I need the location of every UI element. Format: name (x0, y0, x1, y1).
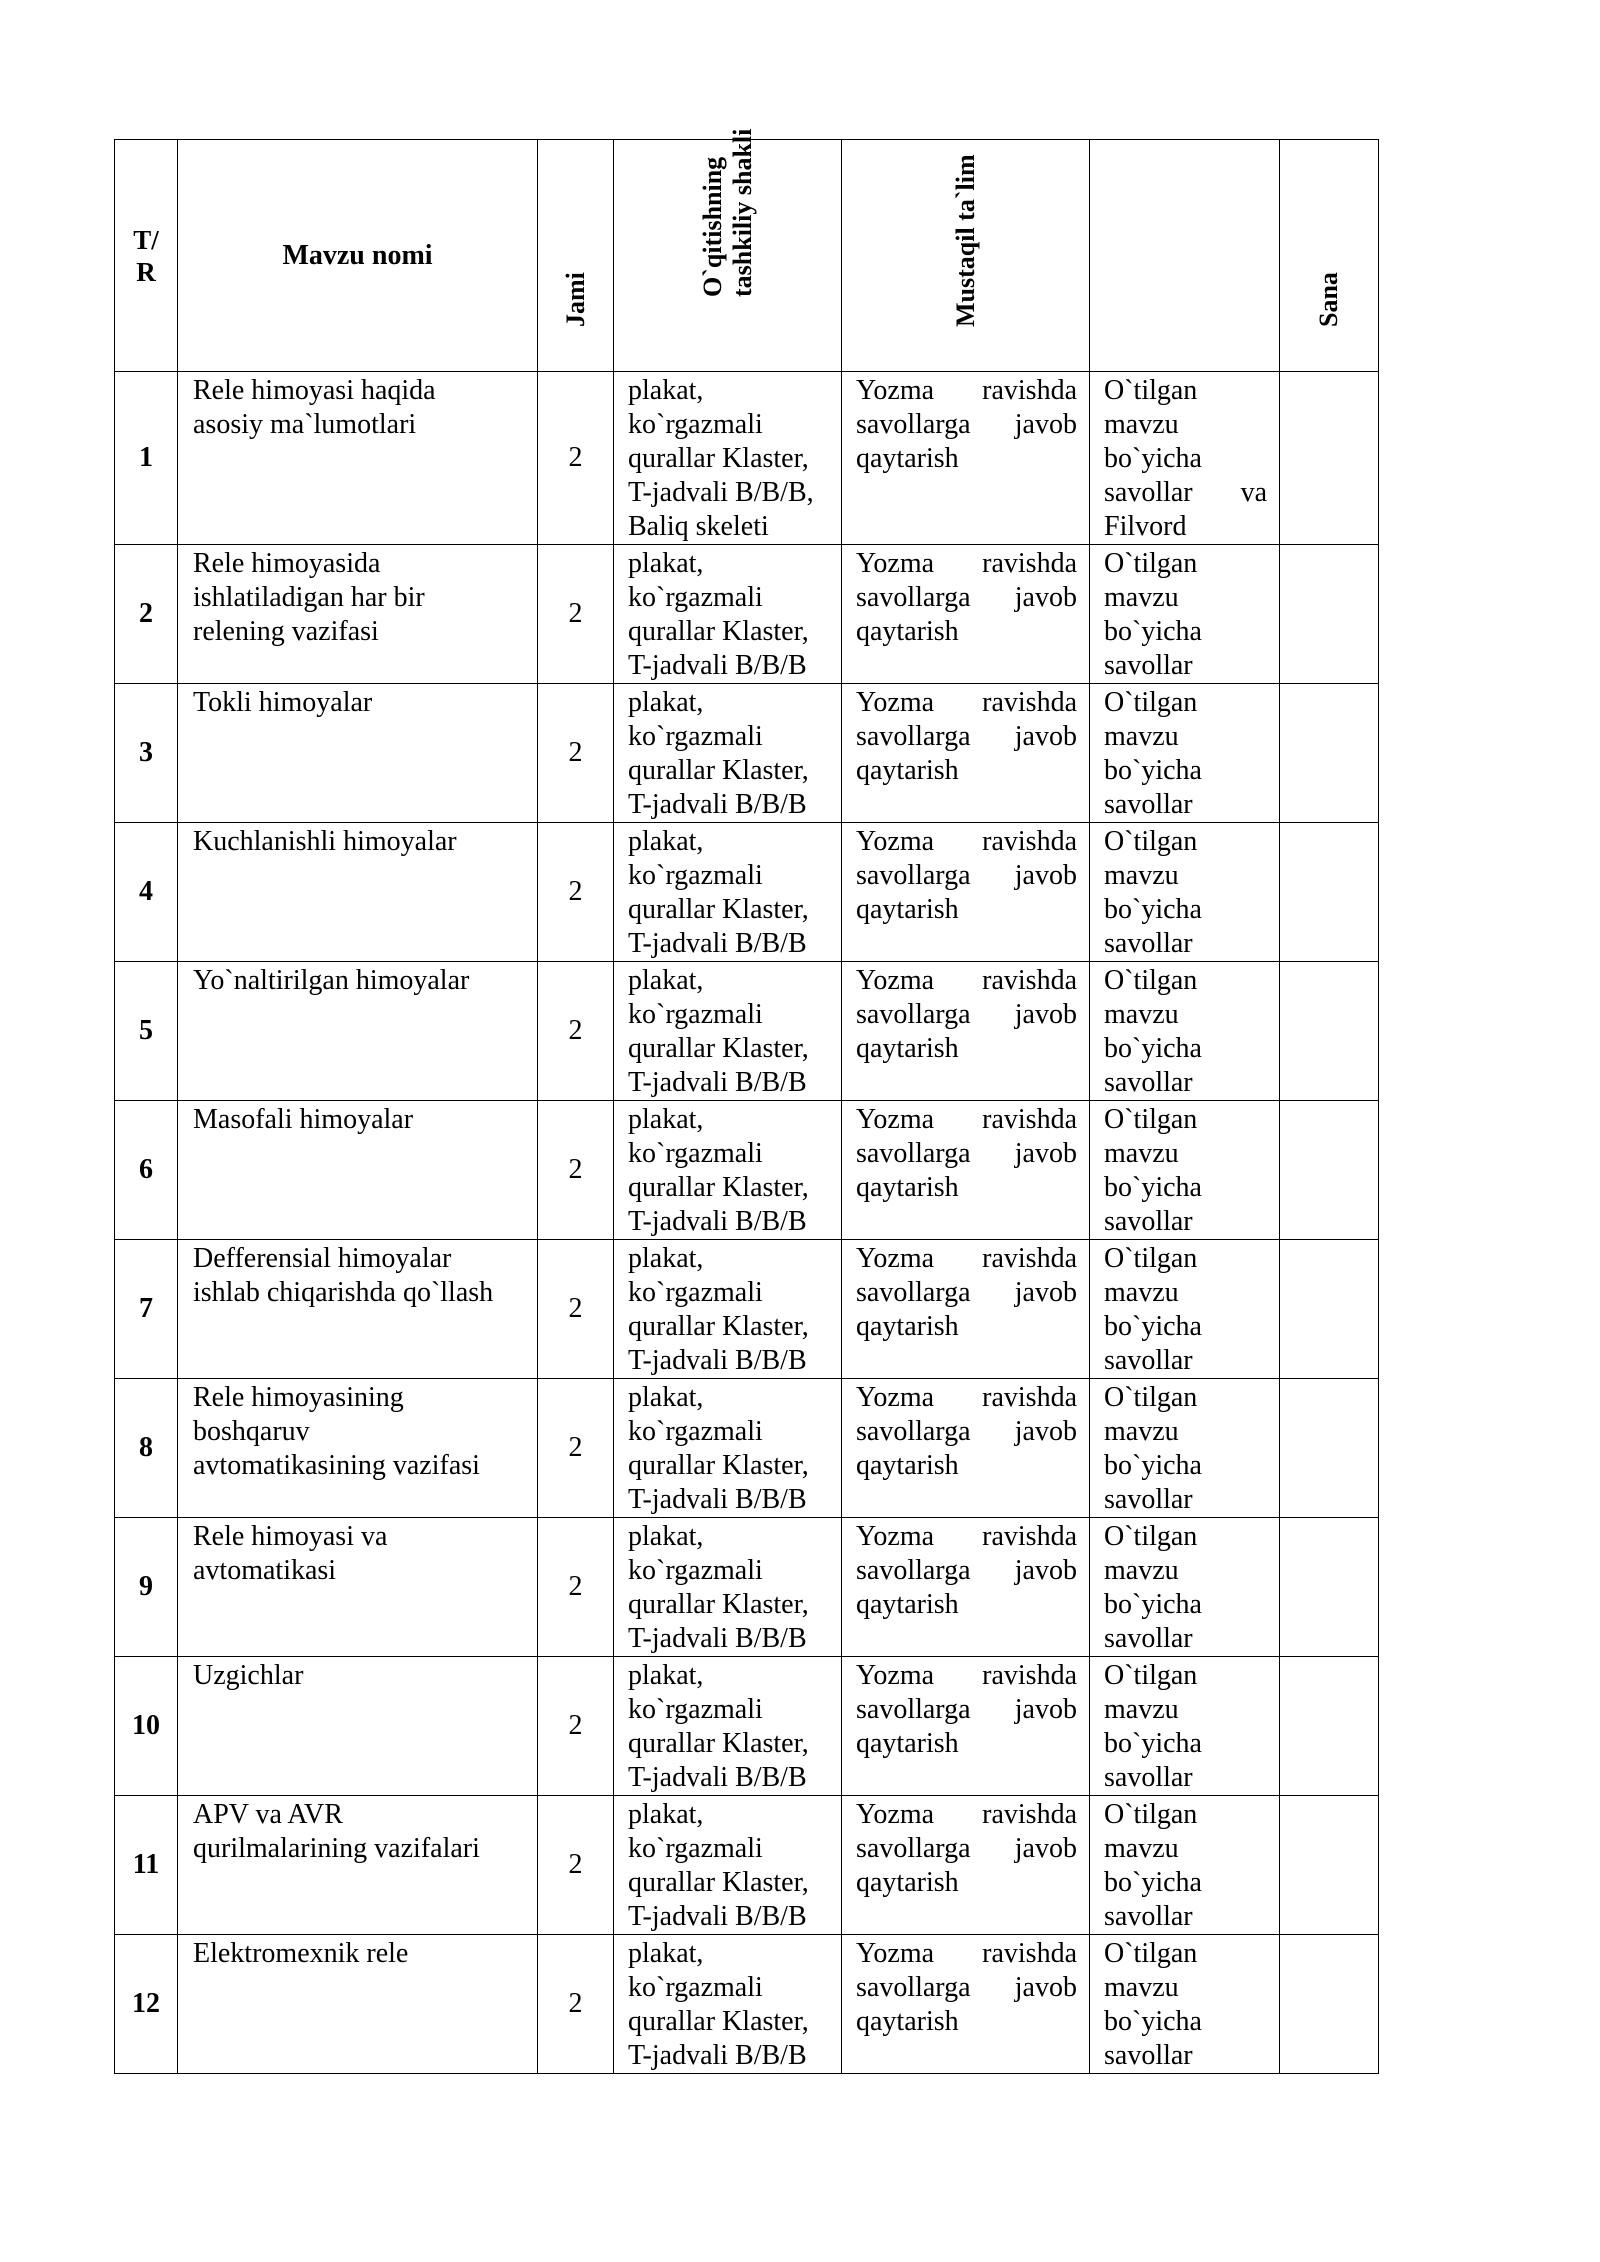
assessment (1090, 372, 1280, 545)
teaching-form (614, 1101, 842, 1240)
assessment-line: bo`yicha (1104, 443, 1202, 474)
teaching-form-line: plakat, (628, 826, 704, 857)
hours-total: 2 (538, 1518, 614, 1657)
date-cell (1280, 823, 1379, 962)
topic-name (178, 1657, 538, 1796)
table-row (115, 372, 1379, 545)
assessment-line: savollar (1104, 928, 1193, 959)
date-cell (1280, 1796, 1379, 1935)
self-study-line: savollarga javob (856, 1138, 1077, 1169)
teaching-form-line: plakat, (628, 1660, 704, 1691)
date-cell (1280, 1657, 1379, 1796)
teaching-form-line: plakat, (628, 1382, 704, 1413)
self-study-line: savollarga javob (856, 999, 1077, 1030)
hours-total: 2 (538, 545, 614, 684)
assessment-line: mavzu (1104, 582, 1179, 613)
row-number: 2 (115, 545, 178, 684)
teaching-form-line: T-jadvali B/B/B (628, 1484, 807, 1515)
teaching-form-line: ko`rgazmali (628, 721, 763, 752)
date-cell (1280, 372, 1379, 545)
assessment (1090, 823, 1280, 962)
assessment (1090, 1101, 1280, 1240)
hours-total: 2 (538, 1101, 614, 1240)
table-row (115, 823, 1379, 962)
topic-name-line: Rele himoyasi va (193, 1521, 388, 1552)
table-body (115, 372, 1379, 2074)
self-study-line: Yozma ravishda (856, 375, 1077, 406)
header-sana (1280, 140, 1379, 372)
self-study-line: qaytarish (856, 1033, 959, 1064)
teaching-form-line: ko`rgazmali (628, 1833, 763, 1864)
assessment-line: savollar (1104, 1901, 1193, 1932)
row-number: 10 (115, 1657, 178, 1796)
self-study-line: qaytarish (856, 2006, 959, 2037)
header-sana-label: Sana (1314, 272, 1343, 327)
teaching-form-line: qurallar Klaster, (628, 1033, 809, 1064)
self-study-line: savollarga javob (856, 409, 1077, 440)
self-study-line: Yozma ravishda (856, 1104, 1077, 1135)
self-study-line: Yozma ravishda (856, 1938, 1077, 1969)
assessment-line: bo`yicha (1104, 616, 1202, 647)
row-number: 3 (115, 684, 178, 823)
teaching-form (614, 1379, 842, 1518)
header-row (115, 140, 1379, 372)
topic-name-line: relening vazifasi (193, 616, 379, 647)
assessment-line: O`tilgan (1104, 826, 1198, 857)
teaching-form-line: T-jadvali B/B/B (628, 928, 807, 959)
topic-name-line: boshqaruv (193, 1416, 310, 1447)
teaching-form-line: ko`rgazmali (628, 999, 763, 1030)
assessment-line: savollar (1104, 1206, 1193, 1237)
assessment (1090, 1379, 1280, 1518)
self-study-line: qaytarish (856, 755, 959, 786)
topic-name-line: Defferensial himoyalar (193, 1243, 452, 1274)
date-cell (1280, 684, 1379, 823)
self-study-line: savollarga javob (856, 1972, 1077, 2003)
assessment-line: O`tilgan (1104, 687, 1198, 718)
header-form-line: tashkiliy shakli (727, 128, 757, 297)
date-cell (1280, 1518, 1379, 1657)
assessment-line: bo`yicha (1104, 1589, 1202, 1620)
teaching-form-line: qurallar Klaster, (628, 1450, 809, 1481)
assessment-line: mavzu (1104, 1972, 1179, 2003)
assessment-line: mavzu (1104, 1833, 1179, 1864)
assessment (1090, 545, 1280, 684)
assessment (1090, 1657, 1280, 1796)
teaching-form-line: qurallar Klaster, (628, 894, 809, 925)
topic-name (178, 1935, 538, 2074)
table-row (115, 962, 1379, 1101)
assessment-line: mavzu (1104, 1555, 1179, 1586)
assessment-line: mavzu (1104, 409, 1179, 440)
topic-name (178, 1379, 538, 1518)
teaching-form-line: T-jadvali B/B/B (628, 2040, 807, 2071)
assessment-line: bo`yicha (1104, 1450, 1202, 1481)
topic-name-line: avtomatikasining vazifasi (193, 1450, 480, 1481)
self-study (842, 1935, 1090, 2074)
hours-total: 2 (538, 372, 614, 545)
assessment-line: bo`yicha (1104, 1728, 1202, 1759)
date-cell (1280, 1240, 1379, 1379)
self-study-line: qaytarish (856, 616, 959, 647)
header-assessment (1090, 140, 1280, 372)
self-study-line: savollarga javob (856, 582, 1077, 613)
self-study-line: Yozma ravishda (856, 1382, 1077, 1413)
assessment (1090, 1796, 1280, 1935)
topic-name-line: Rele himoyasida (193, 548, 381, 579)
header-self-study (842, 140, 1090, 372)
topic-name-line: Kuchlanishli himoyalar (193, 826, 457, 857)
self-study-line: qaytarish (856, 443, 959, 474)
self-study (842, 372, 1090, 545)
self-study-line: savollarga javob (856, 860, 1077, 891)
self-study-line: qaytarish (856, 1172, 959, 1203)
table-row (115, 1101, 1379, 1240)
teaching-form (614, 372, 842, 545)
topic-name (178, 962, 538, 1101)
self-study-line: Yozma ravishda (856, 1799, 1077, 1830)
self-study-line: Yozma ravishda (856, 965, 1077, 996)
self-study-line: savollarga javob (856, 1277, 1077, 1308)
teaching-form-line: plakat, (628, 375, 704, 406)
self-study-line: Yozma ravishda (856, 687, 1077, 718)
header-tr (115, 140, 178, 372)
assessment (1090, 1518, 1280, 1657)
hours-total: 2 (538, 823, 614, 962)
teaching-form-line: plakat, (628, 1799, 704, 1830)
assessment-line: O`tilgan (1104, 1382, 1198, 1413)
hours-total: 2 (538, 1657, 614, 1796)
topic-name (178, 545, 538, 684)
assessment-line: bo`yicha (1104, 894, 1202, 925)
assessment (1090, 1935, 1280, 2074)
teaching-form-line: T-jadvali B/B/B (628, 1901, 807, 1932)
assessment-line: savollar (1104, 1067, 1193, 1098)
teaching-form-line: qurallar Klaster, (628, 616, 809, 647)
assessment-line: O`tilgan (1104, 375, 1198, 406)
self-study-line: qaytarish (856, 1589, 959, 1620)
assessment-line: bo`yicha (1104, 1867, 1202, 1898)
teaching-form (614, 1796, 842, 1935)
teaching-form-line: ko`rgazmali (628, 860, 763, 891)
teaching-form-line: qurallar Klaster, (628, 1172, 809, 1203)
teaching-form (614, 1518, 842, 1657)
self-study-line: savollarga javob (856, 1833, 1077, 1864)
header-self-study-label: Mustaqil ta`lim (950, 154, 980, 327)
teaching-form-line: plakat, (628, 1243, 704, 1274)
assessment-line: mavzu (1104, 860, 1179, 891)
topic-name-line: Uzgichlar (193, 1660, 304, 1691)
teaching-form-line: plakat, (628, 548, 704, 579)
self-study-line: savollarga javob (856, 1555, 1077, 1586)
teaching-form (614, 1240, 842, 1379)
assessment-line: mavzu (1104, 1138, 1179, 1169)
assessment-line: savollar (1104, 1623, 1193, 1654)
self-study-line: qaytarish (856, 894, 959, 925)
teaching-form (614, 1935, 842, 2074)
self-study (842, 1657, 1090, 1796)
row-number: 1 (115, 372, 178, 545)
row-number: 12 (115, 1935, 178, 2074)
topic-name (178, 684, 538, 823)
topic-name-line: Tokli himoyalar (193, 687, 373, 718)
topic-name-line: asosiy ma`lumotlari (193, 409, 417, 440)
row-number: 7 (115, 1240, 178, 1379)
assessment-line: O`tilgan (1104, 1660, 1198, 1691)
self-study-line: savollarga javob (856, 1416, 1077, 1447)
self-study-line: Yozma ravishda (856, 1521, 1077, 1552)
self-study (842, 1518, 1090, 1657)
teaching-form (614, 684, 842, 823)
teaching-form-line: qurallar Klaster, (628, 1589, 809, 1620)
topic-name-line: Rele himoyasi haqida (193, 375, 436, 406)
self-study (842, 1101, 1090, 1240)
header-form-line: O`qitishning (697, 156, 727, 297)
assessment-line: savollar (1104, 650, 1193, 681)
topic-name-line: ishlab chiqarishda qo`llash (193, 1277, 494, 1308)
self-study (842, 1796, 1090, 1935)
self-study-line: Yozma ravishda (856, 548, 1077, 579)
topic-name (178, 1796, 538, 1935)
header-mavzu: Mavzu nomi (178, 140, 538, 372)
self-study-line: Yozma ravishda (856, 1660, 1077, 1691)
row-number: 9 (115, 1518, 178, 1657)
table-row (115, 545, 1379, 684)
teaching-form-line: qurallar Klaster, (628, 1728, 809, 1759)
assessment-line: O`tilgan (1104, 1521, 1198, 1552)
teaching-form-line: Baliq skeleti (628, 511, 769, 542)
hours-total: 2 (538, 684, 614, 823)
self-study-line: qaytarish (856, 1867, 959, 1898)
assessment-line: savollar (1104, 789, 1193, 820)
header-tr-line: T/ (133, 224, 159, 255)
teaching-form-line: qurallar Klaster, (628, 443, 809, 474)
hours-total: 2 (538, 962, 614, 1101)
topics-table (114, 128, 1379, 2074)
table-row (115, 1518, 1379, 1657)
self-study (842, 545, 1090, 684)
teaching-form-line: T-jadvali B/B/B (628, 1623, 807, 1654)
teaching-form-line: ko`rgazmali (628, 582, 763, 613)
self-study (842, 1379, 1090, 1518)
assessment (1090, 962, 1280, 1101)
row-number: 6 (115, 1101, 178, 1240)
self-study-line: qaytarish (856, 1728, 959, 1759)
assessment (1090, 1240, 1280, 1379)
teaching-form-line: T-jadvali B/B/B (628, 1067, 807, 1098)
date-cell (1280, 1379, 1379, 1518)
date-cell (1280, 1101, 1379, 1240)
table-row (115, 1935, 1379, 2074)
date-cell (1280, 962, 1379, 1101)
teaching-form-line: plakat, (628, 1938, 704, 1969)
assessment-line: O`tilgan (1104, 965, 1198, 996)
hours-total: 2 (538, 1240, 614, 1379)
row-number: 5 (115, 962, 178, 1101)
teaching-form (614, 1657, 842, 1796)
hours-total: 2 (538, 1935, 614, 2074)
teaching-form-line: ko`rgazmali (628, 1416, 763, 1447)
teaching-form-line: ko`rgazmali (628, 1277, 763, 1308)
topic-name-line: ishlatiladigan har bir (193, 582, 425, 613)
assessment-line: O`tilgan (1104, 1799, 1198, 1830)
teaching-form-line: T-jadvali B/B/B (628, 1206, 807, 1237)
topic-name (178, 1518, 538, 1657)
teaching-form-line: qurallar Klaster, (628, 2006, 809, 2037)
teaching-form-line: plakat, (628, 965, 704, 996)
topic-name-line: Rele himoyasining (193, 1382, 404, 1413)
teaching-form (614, 962, 842, 1101)
assessment-line: bo`yicha (1104, 755, 1202, 786)
header-jami (538, 140, 614, 372)
teaching-form-line: T-jadvali B/B/B, (628, 477, 814, 508)
table-row (115, 684, 1379, 823)
assessment-line: bo`yicha (1104, 1311, 1202, 1342)
assessment-line: mavzu (1104, 1694, 1179, 1725)
topic-name (178, 1240, 538, 1379)
teaching-form-line: plakat, (628, 1104, 704, 1135)
assessment-line: O`tilgan (1104, 548, 1198, 579)
teaching-form-line: T-jadvali B/B/B (628, 1762, 807, 1793)
assessment-line: O`tilgan (1104, 1938, 1198, 1969)
row-number: 11 (115, 1796, 178, 1935)
self-study (842, 684, 1090, 823)
self-study-line: qaytarish (856, 1311, 959, 1342)
topic-name-line: Elektromexnik rele (193, 1938, 409, 1969)
teaching-form-line: T-jadvali B/B/B (628, 1345, 807, 1376)
teaching-form-line: ko`rgazmali (628, 1694, 763, 1725)
teaching-form-line: qurallar Klaster, (628, 755, 809, 786)
assessment-line: bo`yicha (1104, 2006, 1202, 2037)
row-number: 8 (115, 1379, 178, 1518)
topic-name-line: qurilmalarining vazifalari (193, 1833, 480, 1864)
teaching-form-line: ko`rgazmali (628, 409, 763, 440)
teaching-form-line: ko`rgazmali (628, 1138, 763, 1169)
topic-name (178, 1101, 538, 1240)
self-study (842, 962, 1090, 1101)
assessment-line: mavzu (1104, 721, 1179, 752)
assessment-line: savollar (1104, 2040, 1193, 2071)
topic-name (178, 823, 538, 962)
hours-total: 2 (538, 1379, 614, 1518)
topic-name-line: avtomatikasi (193, 1555, 337, 1586)
assessment-line: savollar (1104, 1762, 1193, 1793)
table-row (115, 1379, 1379, 1518)
assessment-line: O`tilgan (1104, 1104, 1198, 1135)
table-row (115, 1796, 1379, 1935)
self-study (842, 823, 1090, 962)
table-row (115, 1240, 1379, 1379)
assessment-line: bo`yicha (1104, 1172, 1202, 1203)
teaching-form-line: T-jadvali B/B/B (628, 650, 807, 681)
assessment-line: Filvord (1104, 511, 1187, 542)
self-study-line: savollarga javob (856, 1694, 1077, 1725)
teaching-form (614, 823, 842, 962)
header-tr-line: R (136, 256, 156, 287)
date-cell (1280, 545, 1379, 684)
self-study-line: Yozma ravishda (856, 1243, 1077, 1274)
header-jami-label: Jami (560, 272, 590, 327)
topic-name-line: Yo`naltirilgan himoyalar (193, 965, 470, 996)
assessment-line: mavzu (1104, 1416, 1179, 1447)
assessment-line: mavzu (1104, 999, 1179, 1030)
self-study-line: qaytarish (856, 1450, 959, 1481)
topic-name-line: Masofali himoyalar (193, 1104, 414, 1135)
teaching-form-line: T-jadvali B/B/B (628, 789, 807, 820)
assessment-line: bo`yicha (1104, 1033, 1202, 1064)
teaching-form-line: qurallar Klaster, (628, 1311, 809, 1342)
teaching-form (614, 545, 842, 684)
teaching-form-line: plakat, (628, 1521, 704, 1552)
topic-name-line: APV va AVR (193, 1799, 343, 1830)
self-study-line: savollarga javob (856, 721, 1077, 752)
teaching-form-line: ko`rgazmali (628, 1972, 763, 2003)
teaching-form-line: ko`rgazmali (628, 1555, 763, 1586)
teaching-form-line: qurallar Klaster, (628, 1867, 809, 1898)
teaching-form-line: plakat, (628, 687, 704, 718)
assessment-line: savollar (1104, 1345, 1193, 1376)
hours-total: 2 (538, 1796, 614, 1935)
topic-name (178, 372, 538, 545)
assessment (1090, 684, 1280, 823)
self-study (842, 1240, 1090, 1379)
assessment-line: mavzu (1104, 1277, 1179, 1308)
self-study-line: Yozma ravishda (856, 826, 1077, 857)
assessment-line: savollar va (1104, 477, 1267, 508)
header-form-label (698, 129, 758, 297)
header-form (614, 128, 842, 372)
table-row (115, 1657, 1379, 1796)
date-cell (1280, 1935, 1379, 2074)
assessment-line: O`tilgan (1104, 1243, 1198, 1274)
row-number: 4 (115, 823, 178, 962)
assessment-line: savollar (1104, 1484, 1193, 1515)
